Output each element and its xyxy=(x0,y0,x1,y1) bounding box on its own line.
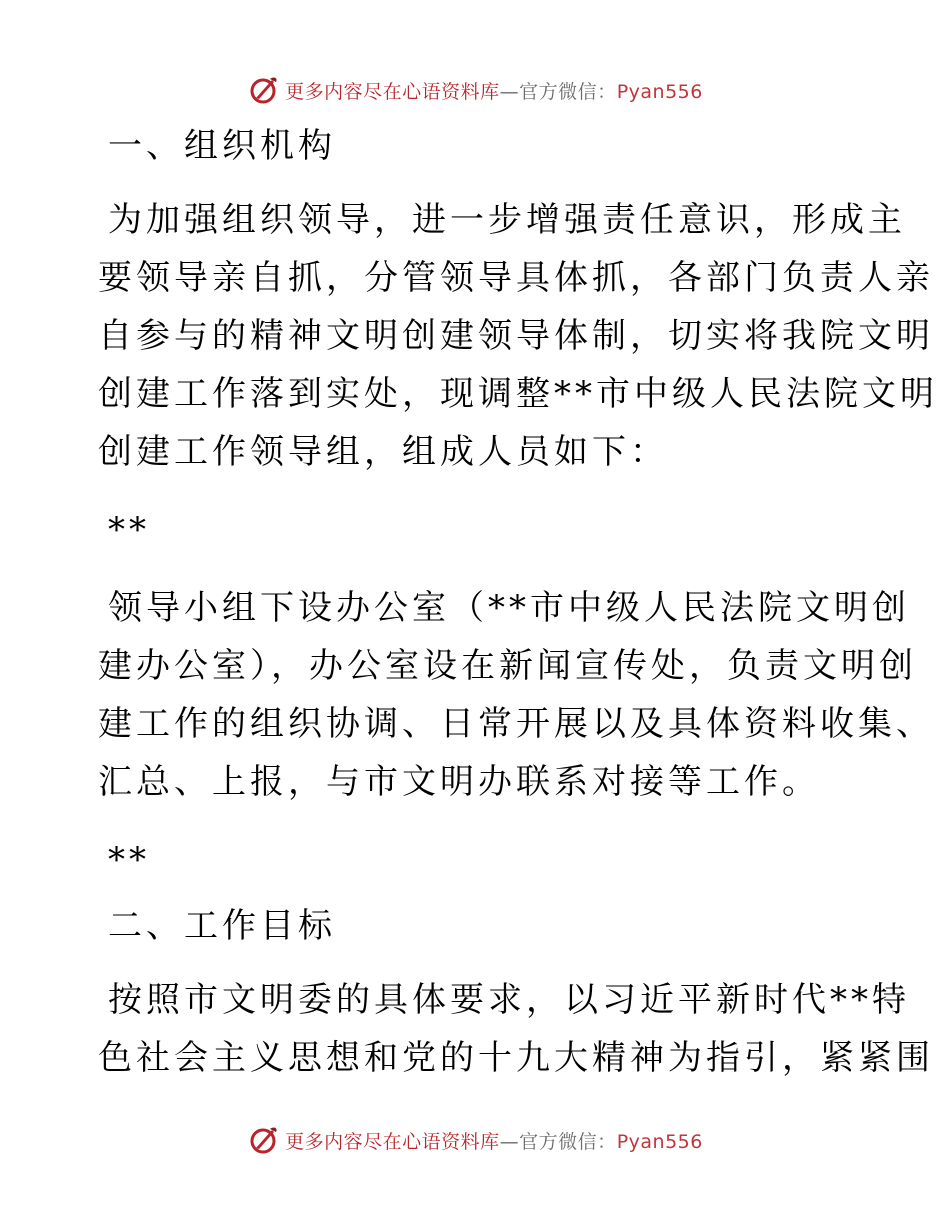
paragraph-2-line-4: 汇总、上报，与市文明办联系对接等工作。 xyxy=(98,762,820,802)
paragraph-2-line-2: 建办公室），办公室设在新闻宣传处，负责文明创 xyxy=(98,646,917,686)
watermark-brand-text: 更多内容尽在心语资料库 xyxy=(285,80,500,103)
watermark-wechat-label: 官方微信： xyxy=(519,80,617,103)
header-watermark xyxy=(0,70,950,110)
footer-watermark xyxy=(0,1120,950,1160)
quill-pen-logo-icon xyxy=(247,1124,279,1156)
watermark-brand-text: 更多内容尽在心语资料库 xyxy=(285,1130,500,1153)
watermark-banner xyxy=(247,1124,703,1156)
paragraph-1-line-1: 为加强组织领导，进一步增强责任意识，形成主 xyxy=(108,200,906,240)
watermark-banner xyxy=(247,74,703,106)
redacted-text-2: ** xyxy=(108,840,150,880)
watermark-wechat-id: Pyan556 xyxy=(616,1130,703,1153)
section-heading-2: 二、工作目标 xyxy=(108,906,336,946)
watermark-wechat-label: 官方微信： xyxy=(519,1130,617,1153)
paragraph-1-line-4: 创建工作落到实处，现调整**市中级人民法院文明 xyxy=(98,374,938,414)
watermark-wechat-id: Pyan556 xyxy=(616,80,703,103)
section-heading-1: 一、组织机构 xyxy=(108,126,336,166)
paragraph-1-line-5: 创建工作领导组，组成人员如下： xyxy=(98,432,668,472)
paragraph-2-line-3: 建工作的组织协调、日常开展以及具体资料收集、 xyxy=(98,704,934,744)
paragraph-1-line-3: 自参与的精神文明创建领导体制，切实将我院文明 xyxy=(98,316,934,356)
watermark-separator: — xyxy=(499,1130,520,1153)
paragraph-3-line-1: 按照市文明委的具体要求，以习近平新时代**特 xyxy=(108,980,910,1020)
paragraph-1-line-2: 要领导亲自抓，分管领导具体抓，各部门负责人亲 xyxy=(98,258,934,298)
watermark-separator: — xyxy=(499,80,520,103)
paragraph-3-line-2: 色社会主义思想和党的十九大精神为指引，紧紧围 xyxy=(98,1038,934,1078)
paragraph-2-line-1: 领导小组下设办公室（**市中级人民法院文明创 xyxy=(108,588,910,628)
redacted-text-1: ** xyxy=(108,510,150,550)
quill-pen-logo-icon xyxy=(247,74,279,106)
